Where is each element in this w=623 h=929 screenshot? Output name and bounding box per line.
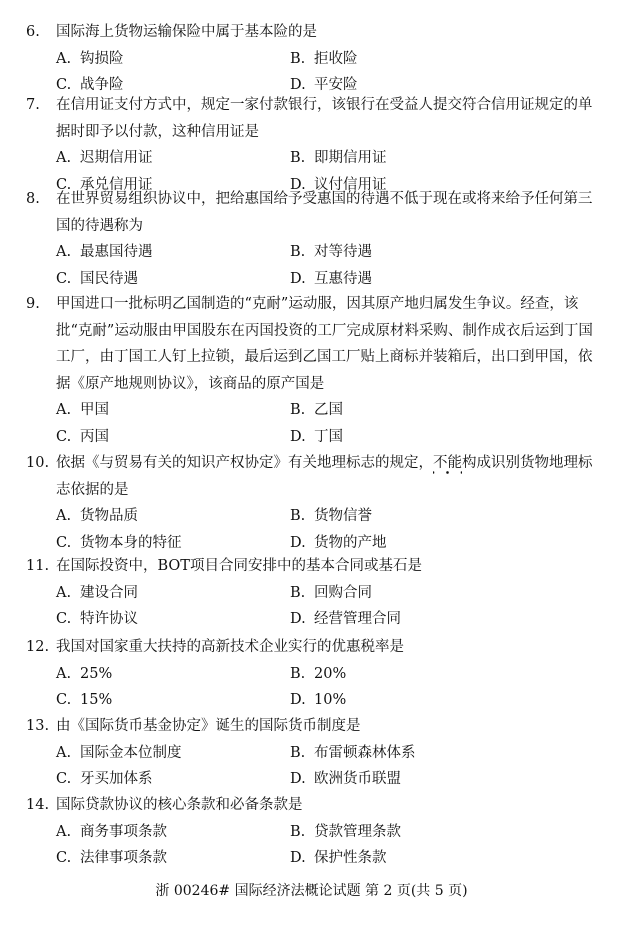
question-text: 我国对国家重大扶持的高新技术企业实行的优惠税率是 xyxy=(56,639,404,655)
option-c: C. 法律事项条款 xyxy=(56,850,167,866)
question-number: 7. xyxy=(26,97,40,113)
option-c: C. 国民待遇 xyxy=(56,270,138,287)
question-14 xyxy=(26,792,606,872)
option-d: D. 经营管理合同 xyxy=(290,611,401,627)
option-d: D. 欧洲货币联盟 xyxy=(290,771,401,787)
options-row xyxy=(26,266,606,293)
options-row xyxy=(26,239,606,266)
question-number: 6. xyxy=(26,24,40,40)
question-13 xyxy=(26,713,606,793)
question-stem xyxy=(26,634,606,661)
option-d: D. 保护性条款 xyxy=(290,850,387,866)
option-c: C. 货物本身的特征 xyxy=(56,534,182,551)
option-c: C. 承兑信用证 xyxy=(56,176,153,193)
option-d: D. 互惠待遇 xyxy=(290,270,372,287)
option-a: A. 钩损险 xyxy=(56,50,124,67)
question-stem xyxy=(26,19,606,46)
option-b: B. 20% xyxy=(290,665,347,682)
question-text: 国际海上货物运输保险中属于基本险的是 xyxy=(56,24,317,40)
option-d: D. 议付信用证 xyxy=(290,176,387,193)
emphasis-text: 不能 xyxy=(433,455,462,471)
option-a: A. 25% xyxy=(56,665,113,682)
question-11 xyxy=(26,553,606,633)
options-row xyxy=(26,424,606,451)
question-text: 依据《与贸易有关的知识产权协定》有关地理标志的规定， xyxy=(56,455,433,471)
option-c: C. 丙国 xyxy=(56,428,109,445)
question-text: 在世界贸易组织协议中，把给惠国给予受惠国的待遇不低于现在或将来给予任何第三国的待遇称为 xyxy=(56,191,593,234)
options-row xyxy=(26,766,606,793)
question-text: 在国际投资中，BOT项目合同安排中的基本合同或基石是 xyxy=(56,558,422,574)
option-c: C. 牙买加体系 xyxy=(56,771,153,787)
option-a: A. 商务事项条款 xyxy=(56,823,167,840)
option-d: D. 10% xyxy=(290,692,347,708)
question-stem xyxy=(26,792,606,819)
question-text: 甲国进口一批标明乙国制造的“克耐”运动服，因其原产地归属发生争议。经查，该批“克耐”运动服由甲国股东在丙国投资的工厂完成原材料采购、制作成衣后运到丁国工厂，由丁国工人钉上拉锁，最后运到乙国工厂贴上商标并装箱后，出口到甲国，依据《原产地规则协议》，该商品的原产国是 xyxy=(56,296,593,392)
options-row xyxy=(26,46,606,73)
options-row xyxy=(26,503,606,530)
question-stem xyxy=(26,553,606,580)
option-d: D. 丁国 xyxy=(290,428,343,445)
option-a: A. 迟期信用证 xyxy=(56,150,153,166)
question-number: 10. xyxy=(26,455,50,471)
question-12 xyxy=(26,634,606,714)
question-number: 12. xyxy=(26,639,50,655)
question-number: 11. xyxy=(26,558,50,574)
option-b: B. 对等待遇 xyxy=(290,244,372,260)
options-row xyxy=(26,740,606,767)
option-a: A. 最惠国待遇 xyxy=(56,244,153,260)
question-number: 8. xyxy=(26,191,40,207)
option-b: B. 贷款管理条款 xyxy=(290,823,401,840)
option-a: A. 甲国 xyxy=(56,402,109,418)
question-text: 国际贷款协议的核心条款和必备条款是 xyxy=(56,797,303,813)
question-8 xyxy=(26,186,606,292)
option-c: C. 15% xyxy=(56,692,113,708)
options-row xyxy=(26,845,606,872)
question-9 xyxy=(26,291,606,450)
option-b: B. 拒收险 xyxy=(290,50,358,67)
option-d: D. 平安险 xyxy=(290,77,358,93)
question-text-continued: 构成识别货物地理标志依据的是 xyxy=(56,455,593,498)
question-stem xyxy=(26,291,606,397)
question-stem xyxy=(26,713,606,740)
options-row xyxy=(26,145,606,172)
options-row xyxy=(26,687,606,714)
option-c: C. 战争险 xyxy=(56,77,124,93)
option-b: B. 货物信誉 xyxy=(290,508,372,524)
question-7 xyxy=(26,92,606,198)
question-6 xyxy=(26,19,606,99)
options-row xyxy=(26,397,606,424)
question-stem xyxy=(26,450,606,503)
options-row xyxy=(26,606,606,633)
question-stem xyxy=(26,186,606,239)
question-text: 由《国际货币基金协定》诞生的国际货币制度是 xyxy=(56,718,361,734)
option-b: B. 即期信用证 xyxy=(290,150,387,166)
option-a: A. 国际金本位制度 xyxy=(56,744,182,761)
option-a: A. 货物品质 xyxy=(56,508,138,524)
option-b: B. 回购合同 xyxy=(290,584,372,601)
options-row xyxy=(26,819,606,846)
question-10 xyxy=(26,450,606,556)
question-number: 13. xyxy=(26,718,50,734)
option-b: B. 布雷顿森林体系 xyxy=(290,744,416,761)
question-number: 14. xyxy=(26,797,50,813)
question-stem xyxy=(26,92,606,145)
option-c: C. 特许协议 xyxy=(56,611,138,627)
page-footer: 浙 00246# 国际经济法概论试题 第 2 页(共 5 页) xyxy=(155,883,468,899)
question-number: 9. xyxy=(26,296,40,312)
options-row xyxy=(26,661,606,688)
option-a: A. 建设合同 xyxy=(56,584,138,601)
option-d: D. 货物的产地 xyxy=(290,534,387,551)
question-text: 在信用证支付方式中，规定一家付款银行，该银行在受益人提交符合信用证规定的单据时即予以付款，这种信用证是 xyxy=(56,97,593,140)
option-b: B. 乙国 xyxy=(290,402,343,418)
options-row xyxy=(26,580,606,607)
